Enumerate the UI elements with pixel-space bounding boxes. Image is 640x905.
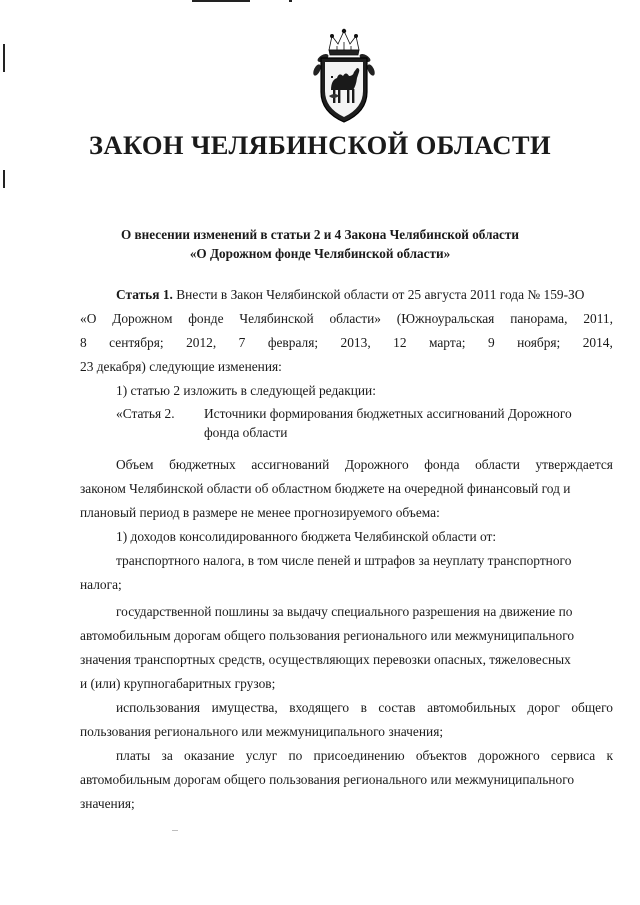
word: объектов: [415, 748, 467, 763]
word: использования: [116, 700, 201, 715]
document-title: ЗАКОН ЧЕЛЯБИНСКОЙ ОБЛАСТИ: [89, 130, 551, 160]
subtitle-line-1: О внесении изменений в статьи 2 и 4 Закона Челябинской области: [121, 227, 519, 242]
word: Дорожном: [112, 311, 173, 326]
word: 9: [487, 335, 495, 350]
paragraph-line-11: 1) доходов консолидированного бюджета Челябинской области от:: [116, 529, 497, 544]
word: бюджетных: [169, 457, 236, 472]
word: утверждается: [535, 457, 613, 472]
word: ассигнований: [251, 457, 330, 472]
word: общего: [571, 700, 613, 715]
paragraph-line-18: [116, 699, 613, 717]
word: присоединению: [313, 748, 405, 763]
word: дорожного: [478, 748, 540, 763]
word: фонде: [188, 311, 224, 326]
word: Дорожного: [344, 457, 409, 472]
word: сентября;: [109, 335, 164, 350]
paragraph-line-14: государственной пошлины за выдачу специального разрешения на движение по: [116, 604, 573, 619]
scan-artifact-top-dot: [289, 0, 292, 2]
word: услуг: [245, 748, 278, 763]
word: 2012,: [186, 335, 217, 350]
word: панорама,: [510, 311, 568, 326]
word: в: [360, 700, 367, 715]
paragraph-line-17: и (или) крупногабаритных грузов;: [80, 676, 276, 691]
article-1-text: Внести в Закон Челябинской области от 25 августа 2011 года № 159-ЗО: [176, 287, 585, 302]
article-1-line-2: [80, 310, 613, 328]
paragraph-line-8: [116, 456, 613, 474]
article-1-label: Статья 1.: [116, 287, 173, 302]
law-subtitle: [0, 225, 640, 263]
paragraph-line-12: транспортного налога, в том числе пеней и штрафов за неуплату транспортного: [116, 553, 572, 568]
word: за: [161, 748, 173, 763]
paragraph-line-9: законом Челябинской области об областном бюджете на очередной финансовый год и: [80, 481, 571, 496]
word: автомобильных: [427, 700, 516, 715]
word: 2013,: [340, 335, 371, 350]
article-2-label: «Статья 2.: [116, 406, 175, 421]
item-1-line: 1) статью 2 изложить в следующей редакции:: [116, 383, 376, 398]
word: Челябинской: [239, 311, 314, 326]
word: (Южноуральская: [396, 311, 495, 326]
word: 8: [80, 335, 87, 350]
scan-mark: ...: [172, 824, 178, 833]
paragraph-line-19: пользования регионального или межмуниципального значения;: [80, 724, 444, 739]
word: дорог: [527, 700, 560, 715]
word: 12: [393, 335, 407, 350]
word: оказание: [184, 748, 235, 763]
scan-artifact-left-2: [3, 170, 5, 188]
subtitle-line-2: «О Дорожном фонде Челябинской области»: [189, 246, 451, 261]
paragraph-line-13: налога;: [80, 577, 122, 592]
paragraph-line-21: автомобильным дорогам общего пользования регионального или межмуниципального: [80, 772, 575, 787]
word: февраля;: [267, 335, 319, 350]
word: ноября;: [517, 335, 561, 350]
word: по: [288, 748, 303, 763]
paragraph-line-15: автомобильным дорогам общего пользования регионального или межмуниципального: [80, 628, 575, 643]
word: платы: [116, 748, 151, 763]
word: к: [606, 748, 613, 763]
word: 7: [238, 335, 246, 350]
word: «О: [80, 311, 97, 326]
paragraph-line-16: значения транспортных средств, осуществляющих перевозки опасных, тяжеловесных: [80, 652, 571, 667]
word: сервиса: [550, 748, 596, 763]
article-1-line-4: 23 декабря) следующие изменения:: [80, 359, 282, 374]
article-1-line-1: [116, 286, 584, 304]
scan-artifact-top: [192, 0, 250, 2]
word: области: [475, 457, 520, 472]
word: состав: [378, 700, 416, 715]
chelyabinsk-coat-of-arms-icon: [307, 28, 381, 124]
word: области»: [329, 311, 381, 326]
word: входящего: [289, 700, 350, 715]
paragraph-line-10: плановый период в размере не менее прогнозируемого объема:: [80, 505, 440, 520]
article-2-heading-line-2: фонда области: [204, 425, 288, 440]
scan-artifact-left-1: [3, 44, 5, 72]
word: Объем: [116, 457, 154, 472]
word: фонда: [424, 457, 460, 472]
word: 2014,: [582, 335, 613, 350]
article-2-heading-line-1: Источники формирования бюджетных ассигнований Дорожного: [204, 406, 572, 421]
article-1-line-3: [80, 334, 613, 352]
word: имущества,: [211, 700, 278, 715]
paragraph-line-22: значения;: [80, 796, 135, 811]
paragraph-line-20: [116, 747, 613, 765]
word: марта;: [428, 335, 466, 350]
word: 2011,: [583, 311, 613, 326]
